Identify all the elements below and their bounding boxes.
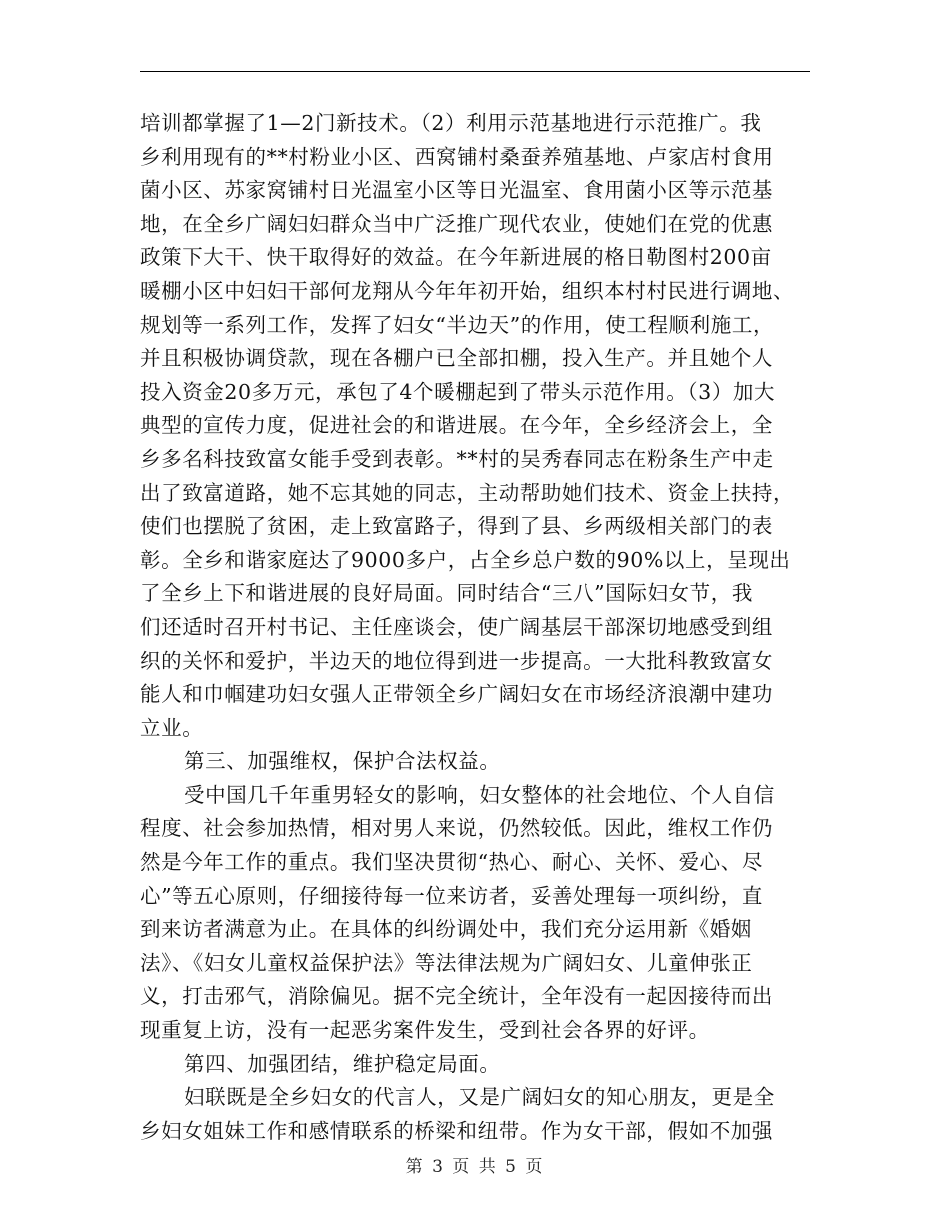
section-heading: 第三、加强维权，保护合法权益。 (184, 749, 501, 774)
text-line: 受中国几千年重男轻女的影响，妇女整体的社会地位、个人自信 (184, 782, 775, 807)
text-line: 地，在全乡广阔妇妇群众当中广泛推广现代农业，使她们在党的优惠 (140, 211, 773, 236)
text-line: 们还适时召开村书记、主任座谈会，使广阔基层干部深切地感受到组 (140, 614, 773, 639)
text-line: 典型的宣传力度，促进社会的和谐进展。在今年，全乡经济会上，全 (140, 413, 773, 438)
text-line: 彰。全乡和谐家庭达了9000多户，占全乡总户数的90%以上，呈现出 (140, 547, 791, 572)
text-line: 了全乡上下和谐进展的良好局面。同时结合“三八”国际妇女节，我 (140, 581, 753, 606)
text-line: 现重复上访，没有一起恶劣案件发生，受到社会各界的好评。 (140, 1018, 710, 1043)
text-line: 乡妇女姐妹工作和感情联系的桥梁和纽带。作为女干部，假如不加强 (140, 1118, 773, 1143)
text-line: 立业。 (140, 715, 204, 740)
text-line: 并且积极协调贷款，现在各棚户已全部扣棚，投入生产。并且她个人 (140, 346, 773, 371)
text-line: 政策下大干、快干取得好的效益。在今年新进展的格日勒图村200亩 (140, 245, 772, 270)
text-line: 暖棚小区中妇妇干部何龙翔从今年年初开始，组织本村村民进行调地、 (140, 278, 795, 303)
section-heading: 第四、加强团结，维护稳定局面。 (184, 1051, 501, 1076)
text-line: 心”等五心原则，仔细接待每一位来访者，妥善处理每一项纠纷，直 (140, 883, 763, 908)
text-line: 使们也摆脱了贫困，走上致富路子，得到了县、乡两级相关部门的表 (140, 514, 773, 539)
text-line: 投入资金20多万元，承包了4个暖棚起到了带头示范作用。（3）加大 (140, 379, 776, 404)
text-line: 到来访者满意为止。在具体的纠纷调处中，我们充分运用新《婚姻 (140, 917, 752, 942)
document-body (140, 107, 810, 1148)
text-line: 菌小区、苏家窝铺村日光温室小区等日光温室、食用菌小区等示范基 (140, 178, 773, 203)
text-line: 织的关怀和爱护，半边天的地位得到进一步提高。一大批科教致富女 (140, 648, 773, 673)
text-line: 程度、社会参加热情，相对男人来说，仍然较低。因此，维权工作仍 (140, 816, 773, 841)
text-line: 能人和巾帼建功妇女强人正带领全乡广阔妇女在市场经济浪潮中建功 (140, 682, 773, 707)
text-line: 然是今年工作的重点。我们坚决贯彻“热心、耐心、关怀、爱心、尽 (140, 850, 763, 875)
text-line: 乡利用现有的**村粉业小区、西窝铺村桑蚕养殖基地、卢家店村食用 (140, 144, 774, 169)
text-line: 规划等一系列工作，发挥了妇女“半边天”的作用，使工程顺利施工， (140, 312, 775, 337)
text-line: 乡多名科技致富女能手受到表彰。**村的吴秀春同志在粉条生产中走 (140, 446, 774, 471)
text-line: 出了致富道路，她不忘其她的同志，主动帮助她们技术、资金上扶持， (140, 480, 795, 505)
header-rule (140, 71, 810, 72)
page-number: 第 3 页 共 5 页 (405, 1157, 545, 1177)
text-line: 义，打击邪气，消除偏见。据不完全统计，全年没有一起因接待而出 (140, 984, 773, 1009)
text-line: 法》、《妇女儿童权益保护法》等法律法规为广阔妇女、儿童伸张正 (140, 950, 753, 975)
text-line: 培训都掌握了1—2门新技术。（2）利用示范基地进行示范推广。我 (140, 111, 762, 135)
text-line: 妇联既是全乡妇女的代言人，又是广阔妇女的知心朋友，更是全 (184, 1085, 775, 1110)
